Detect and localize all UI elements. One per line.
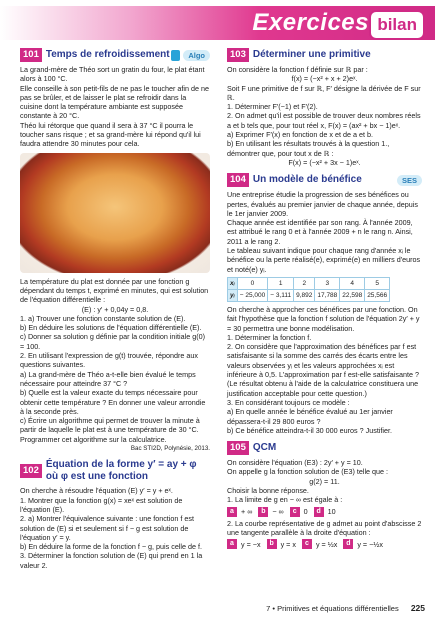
exercise-name: QCM bbox=[252, 442, 277, 454]
qcm-text: 0 bbox=[303, 507, 308, 517]
table-cell: 22,598 bbox=[340, 289, 365, 301]
qcm-key: a bbox=[227, 539, 237, 549]
exercise-name: Équation de la forme y′ = ay + φ où φ est une fonction bbox=[45, 459, 197, 483]
paragraph: Chaque année est identifiée par son rang. À l'année 2009, est attribué le rang 0 et à l'année 2009 + n le rang n. Ainsi, 2011 a le rang 2. bbox=[227, 218, 413, 246]
qcm-text: y = ½x bbox=[315, 539, 338, 549]
table-header-x: xᵢ bbox=[228, 277, 238, 289]
exercise-102-title bbox=[20, 459, 210, 483]
question: c) Donner sa solution g définie par la condition initiale g(0) = 100. bbox=[20, 332, 205, 351]
paragraph: On considère la fonction f définie sur ℝ par : bbox=[227, 65, 368, 74]
question: 2. La courbe représentative de g admet au point d'abscisse 2 une tangente parallèle à la droite d'équation : bbox=[227, 518, 422, 537]
qcm-option[interactable] bbox=[227, 507, 252, 517]
question: 2. On considère que l'approximation des bénéfices par f est satisfaisante si la somme des carrés des écarts entre les valeurs observées yᵢ et les valeurs approchées xᵢ est inférieure à 0,5. L'approximation par f est-elle satisfaisante ? bbox=[227, 342, 419, 380]
table-cell: − 3,111 bbox=[268, 289, 294, 301]
question: a) La grand-mère de Théo a-t-elle bien évalué le temps nécessaire pour atteindre 37 °C ? bbox=[20, 369, 196, 388]
question: a) Exprimer F′(x) en fonction de x et de a et b. bbox=[227, 130, 373, 140]
question: 1. La limite de g en − ∞ est égale à : bbox=[227, 495, 343, 505]
paragraph: Une entreprise étudie la progression de ses bénéfices ou pertes, évalués au premier janvier de chaque année, depuis le 1er janvier 2009. bbox=[227, 190, 418, 218]
qcm-option[interactable] bbox=[267, 539, 296, 549]
qcm-key: c bbox=[290, 507, 300, 517]
note: (Le résultat obtenu à l'aide de la calculatrice constituera une justification acceptable pour cette question.) bbox=[227, 379, 419, 398]
question: 2. En utilisant l'expression de g(t) trouvée, répondre aux questions suivantes. bbox=[20, 351, 198, 370]
qcm-options-1 bbox=[227, 507, 422, 517]
table-cell: 3 bbox=[315, 277, 340, 289]
equation: f(x) = (−x² + x + 2)eˣ. bbox=[291, 74, 358, 84]
question: b) Quelle est la valeur exacte du temps nécessaire pour obtenir cette température ? En donner une valeur arrondie à la seconde près. bbox=[20, 388, 206, 416]
right-column bbox=[227, 48, 422, 551]
question: a) En quelle année le bénéfice évalué au 1er janvier dépassera-t-il 29 800 euros ? bbox=[227, 407, 393, 426]
equation: g(2) = 11. bbox=[309, 476, 340, 486]
table-cell: 25,566 bbox=[365, 289, 390, 301]
exercise-number: 105 bbox=[227, 441, 249, 455]
paragraph: Le tableau suivant indique pour chaque rang d'année xᵢ le bénéfice ou la perte réalisé(e), exprimé(e) en milliers d'euros et noté(e) yᵢ. bbox=[227, 246, 421, 274]
qcm-key: b bbox=[267, 539, 277, 549]
table-cell: 17,788 bbox=[315, 289, 340, 301]
qcm-option[interactable] bbox=[314, 507, 336, 517]
question: 1. Montrer que la fonction g(x) = xeˣ est solution de l'équation (E). bbox=[20, 495, 183, 514]
exercise-tags bbox=[394, 175, 422, 186]
qcm-key: c bbox=[302, 539, 312, 549]
qcm-key: b bbox=[258, 507, 268, 517]
qcm-option[interactable] bbox=[258, 507, 283, 517]
exercise-tags bbox=[171, 50, 210, 61]
table-cell: 0 bbox=[237, 277, 267, 289]
page-number: 225 bbox=[410, 603, 425, 613]
question: c) Écrire un algorithme qui permet de trouver la minute à partir de laquelle le plat est à une température de 30 °C. Programmer cet algorithme sur la calculatrice. bbox=[20, 416, 200, 444]
exercise-104-title bbox=[227, 173, 422, 187]
left-column bbox=[20, 48, 210, 570]
qcm-text: − ∞ bbox=[272, 507, 284, 517]
exercise-number: 101 bbox=[20, 48, 42, 62]
table-cell: 4 bbox=[340, 277, 365, 289]
table-cell: 9,892 bbox=[294, 289, 315, 301]
qcm-key: a bbox=[227, 507, 237, 517]
question: b) En utilisant les résultats trouvés à la question 1., démontrer que, pour tout x de ℝ : bbox=[227, 139, 390, 158]
table-cell: 1 bbox=[268, 277, 294, 289]
paragraph: On appelle g la fonction solution de (E3) telle que : bbox=[227, 467, 389, 477]
table-cell: 5 bbox=[365, 277, 390, 289]
calculator-icon bbox=[171, 50, 180, 61]
paragraph: On considère l'équation (E3) : 2y′ + y = 10. bbox=[227, 458, 363, 468]
qcm-key: d bbox=[314, 507, 324, 517]
tag-ses: SES bbox=[397, 175, 422, 186]
exercise-name: Déterminer une primitive bbox=[252, 49, 371, 60]
tag-algo: Algo bbox=[183, 50, 210, 61]
exercise-101 bbox=[20, 48, 210, 453]
qcm-options-2 bbox=[227, 539, 422, 549]
qcm-option[interactable] bbox=[227, 539, 261, 549]
qcm-key: d bbox=[343, 539, 353, 549]
exercise-103 bbox=[227, 48, 422, 167]
table-cell: 2 bbox=[294, 277, 315, 289]
qcm-option[interactable] bbox=[343, 539, 383, 549]
question: 2. On admet qu'il est possible de trouver deux nombres réels a et b tels que, pour tout réel x, F(x) = (ax² + bx − 1)eˣ. bbox=[227, 111, 421, 130]
qcm-text: y = −½x bbox=[357, 539, 383, 549]
qcm-option[interactable] bbox=[302, 539, 337, 549]
paragraph: Choisir la bonne réponse. bbox=[227, 485, 309, 495]
header bbox=[0, 0, 435, 46]
paragraph: On cherche à approcher ces bénéfices par une fonction. On fait l'hypothèse que la fonction f solution de l'équation 2y′ + y = 30 permettra une bonne modélisation. bbox=[227, 304, 420, 333]
table-cell: − 25,000 bbox=[237, 289, 267, 301]
exercise-105 bbox=[227, 441, 422, 549]
paragraph: La grand-mère de Théo sort un gratin du four, le plat étant alors à 100 °C. bbox=[20, 65, 205, 84]
header-badge: bilan bbox=[369, 10, 425, 40]
paragraph: On cherche à résoudre l'équation (E) y′ = y + eˣ. bbox=[20, 486, 173, 496]
exercise-105-title bbox=[227, 441, 422, 455]
exercise-103-title bbox=[227, 48, 422, 62]
chapter-title: 7 • Primitives et équations différentielles bbox=[266, 604, 399, 613]
question: 1. Déterminer la fonction f. bbox=[227, 332, 312, 342]
qcm-option[interactable] bbox=[290, 507, 308, 517]
equation: (E) : y′ + 0,04y = 0,8. bbox=[81, 304, 149, 314]
table-row bbox=[228, 289, 390, 301]
page-title: Exercices bbox=[252, 9, 369, 36]
question: b) Ce bénéfice atteindra-t-il 30 000 euros ? Justifier. bbox=[227, 425, 393, 435]
page-footer bbox=[266, 603, 425, 613]
exercise-name: Un modèle de bénéfice bbox=[252, 174, 362, 186]
exercise-101-title bbox=[20, 48, 210, 62]
question: 1. Déterminer F′(−1) et F′(2). bbox=[227, 102, 318, 112]
table-row bbox=[228, 277, 390, 289]
exercise-name: Temps de refroidissement bbox=[45, 49, 170, 60]
exercise-number: 103 bbox=[227, 48, 249, 62]
exercise-number: 104 bbox=[227, 173, 249, 187]
exercise-102 bbox=[20, 459, 210, 570]
paragraph: Soit F une primitive de f sur ℝ, F′ désigne la dérivée de F sur ℝ. bbox=[227, 83, 421, 102]
table-header-y: yᵢ bbox=[228, 289, 238, 301]
source: Bac STI2D, Polynésie, 2013. bbox=[130, 445, 210, 453]
data-table bbox=[227, 277, 390, 302]
question: 3. Déterminer la fonction solution de (E) qui prend en 1 la valeur 2. bbox=[20, 551, 203, 570]
paragraph: Théo lui rétorque que quand il sera à 37 °C il pourra le toucher sans risque ; et sa grand-mère lui répond qu'il lui faudra attendre 30 minutes pour cela. bbox=[20, 120, 201, 149]
gratin-photo bbox=[20, 153, 210, 273]
paragraph: La température du plat est donnée par une fonction g dépendant du temps t, exprimé en minutes, qui est solution de l'équation différentielle : bbox=[20, 276, 209, 305]
exercise-number: 102 bbox=[20, 464, 42, 478]
paragraph: Elle conseille à son petit-fils de ne pas le toucher afin de ne pas se brûler, et de laisser le plat se refroidir dans la cuisine dont la température ambiante est supposée constante à 20 °C. bbox=[20, 83, 209, 121]
exercise-104 bbox=[227, 173, 422, 435]
qcm-text: + ∞ bbox=[241, 507, 253, 517]
question: 2. a) Montrer l'équivalence suivante : une fonction f est solution de (E) si et seulement si f − g est solution de l'équation y′ = y. bbox=[20, 514, 194, 542]
question: 3. En considérant toujours ce modèle : bbox=[227, 397, 350, 407]
qcm-text: y = x bbox=[280, 539, 296, 549]
qcm-text: y = −x bbox=[241, 539, 261, 549]
equation: F(x) = (−x² + 3x − 1)eˣ. bbox=[288, 157, 361, 167]
question: b) En déduire la forme de la fonction f − g, puis celle de f. bbox=[20, 542, 202, 552]
question: 1. a) Trouver une fonction constante solution de (E). bbox=[20, 313, 186, 323]
qcm-text: 10 bbox=[327, 507, 336, 517]
question: b) En déduire les solutions de l'équation différentielle (E). bbox=[20, 323, 202, 333]
